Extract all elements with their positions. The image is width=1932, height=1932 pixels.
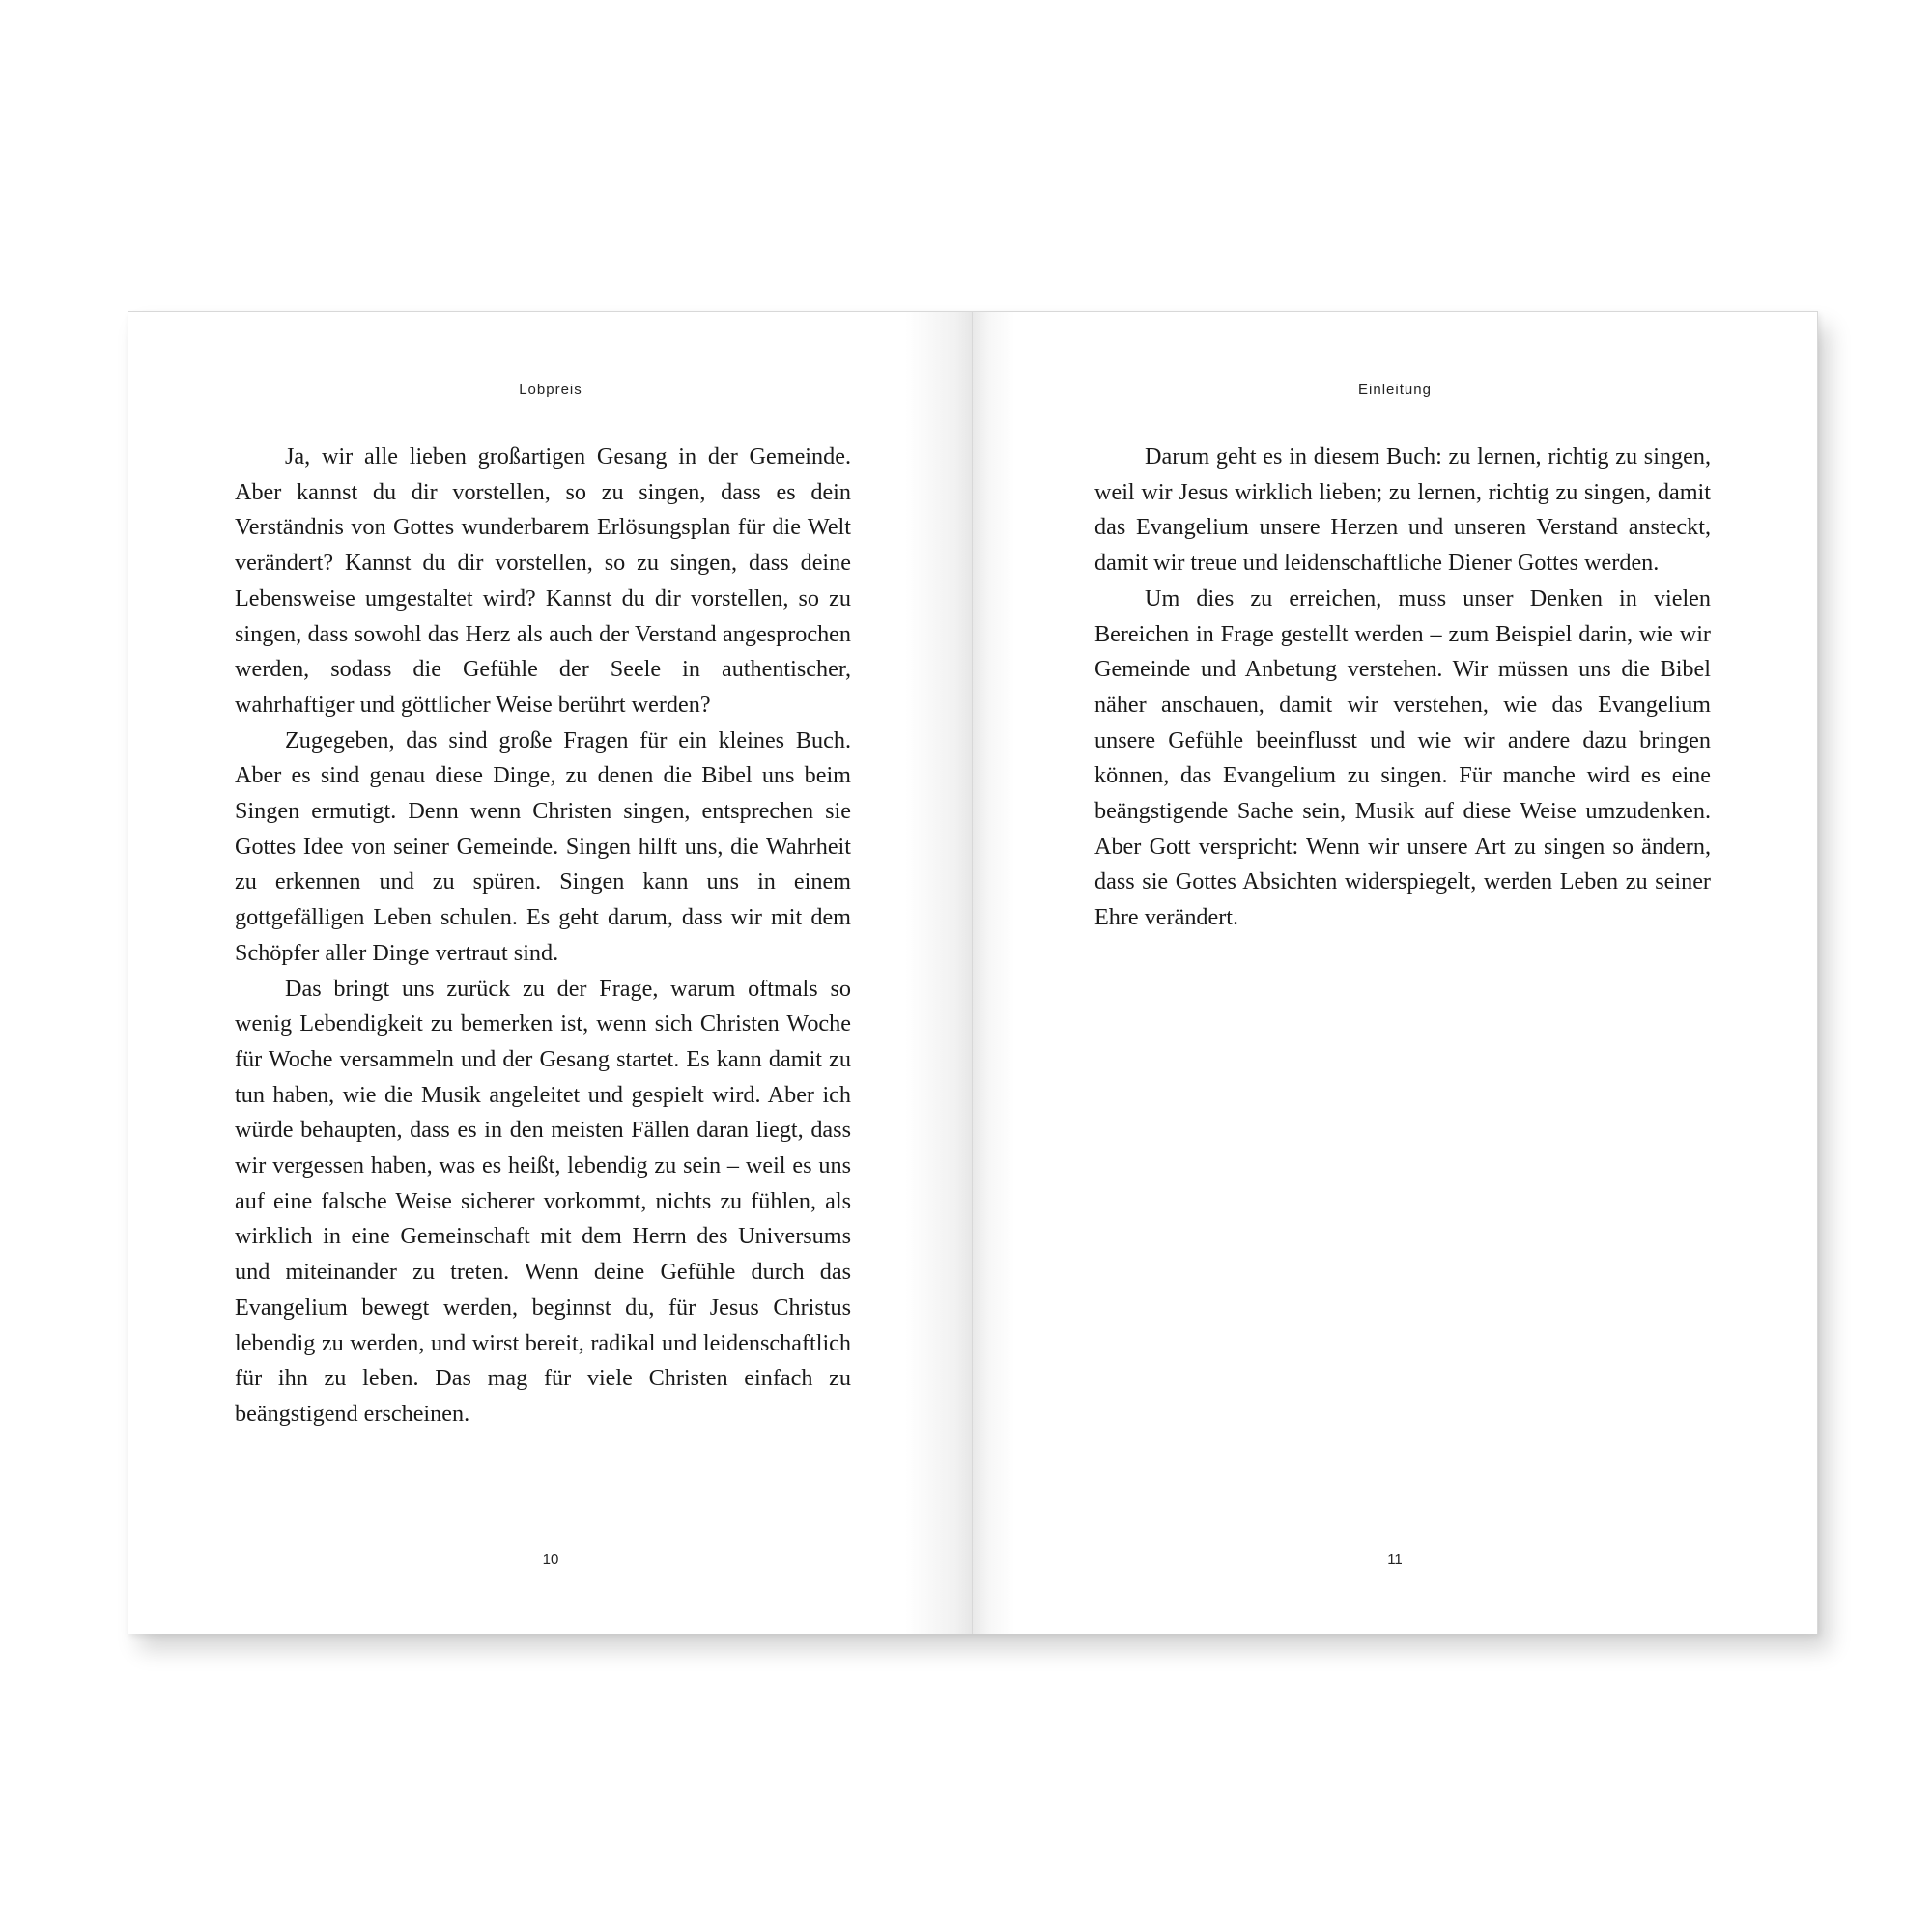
page-number-left: 10 bbox=[542, 1551, 559, 1568]
paragraph: Ja, wir alle lieben großartigen Gesang in der Gemeinde. Aber kannst du dir vorstellen, so zu singen, dass es dein Verständnis von Gottes wunderbarem Erlösungsplan für die Welt verändert? Kannst du dir vorstellen, so zu singen, dass deine Lebensweise umgestaltet wird? Kannst du dir vorstellen, so zu singen, dass sowohl das Herz als auch der Verstand angesprochen werden, sodass die Gefühle der Seele in authentischer, wahrhaftiger und göttlicher Weise berührt werden? bbox=[235, 443, 851, 718]
right-page-body bbox=[1094, 440, 1711, 936]
running-head-right: Einleitung bbox=[1358, 382, 1432, 398]
paragraph: Das bringt uns zurück zu der Frage, warum oftmals so wenig Lebendigkeit zu bemerken ist, wenn sich Christen Woche für Woche versammeln und der Gesang startet. Es kann damit zu tun haben, wie die Musik angeleitet und gespielt wird. Aber ich würde behaupten, dass es in den meisten Fällen daran liegt, dass wir vergessen haben, was es heißt, lebendig zu sein – weil es uns auf eine falsche Weise sicherer vorkommt, nichts zu fühlen, als wirklich in eine Gemeinschaft mit dem Herrn des Universums und miteinander zu treten. Wenn deine Gefühle durch das Evangelium bewegt werden, beginnst du, für Jesus Christus lebendig zu werden, und wirst bereit, radikal und leidenschaftlich für ihn zu leben. Das mag für viele Christen einfach zu beängstigend erscheinen. bbox=[235, 975, 851, 1427]
paragraph: Zugegeben, das sind große Fragen für ein kleines Buch. Aber es sind genau diese Dinge, zu denen die Bibel uns beim Singen ermutigt. Denn wenn Christen singen, entsprechen sie Gottes Idee von seiner Gemeinde. Singen hilft uns, die Wahrheit zu erkennen und zu spüren. Singen kann uns in einem gottgefälligen Leben schulen. Es geht darum, dass wir mit dem Schöpfer aller Dinge vertraut sind. bbox=[235, 726, 851, 966]
left-page bbox=[128, 311, 974, 1634]
page-number-right: 11 bbox=[1387, 1551, 1403, 1568]
left-page-body bbox=[235, 440, 851, 1433]
paragraph: Darum geht es in diesem Buch: zu lernen, richtig zu singen, weil wir Jesus wirklich lieben; zu lernen, richtig zu singen, damit das Evangelium unsere Herzen und unseren Verstand ansteckt, damit wir treue und leidenschaftliche Diener Gottes werden. bbox=[1094, 443, 1711, 577]
book-spread bbox=[128, 311, 1818, 1634]
paragraph: Um dies zu erreichen, muss unser Denken in vielen Bereichen in Frage gestellt werden – zum Beispiel darin, wie wir Gemeinde und Anbetung verstehen. Wir müssen uns die Bibel näher anschauen, damit wir verstehen, wie das Evangelium unsere Gefühle beeinflusst und wie wir andere dazu bringen können, das Evangelium zu singen. Für manche wird es eine beängstigende Sache sein, Musik auf diese Weise umzudenken. Aber Gott verspricht: Wenn wir unsere Art zu singen so ändern, dass sie Gottes Absichten widerspiegelt, werden Leben zu seiner Ehre verändert. bbox=[1094, 584, 1711, 931]
right-page bbox=[972, 311, 1818, 1634]
running-head-left: Lobpreis bbox=[519, 382, 582, 398]
